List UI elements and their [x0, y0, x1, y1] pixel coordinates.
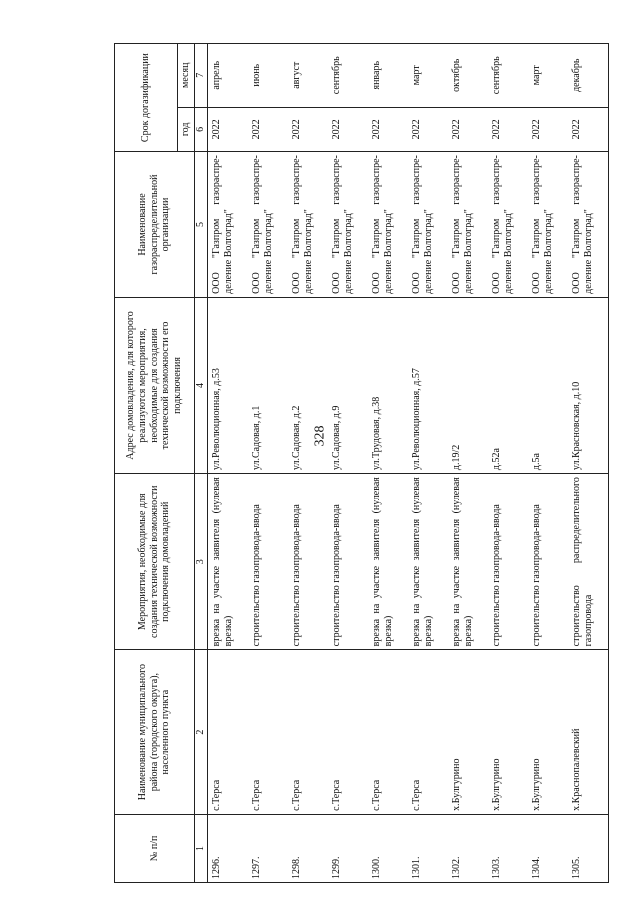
column-number: 7 [195, 44, 208, 108]
organization-cell: ООО "Газпром газораспре-деление Волгоград" [328, 152, 368, 298]
gasification-table [114, 43, 609, 883]
organization-cell: ООО "Газпром газораспре-деление Волгоград" [528, 152, 568, 298]
organization-cell: ООО "Газпром газораспре-деление Волгоград" [208, 152, 249, 298]
measure-cell: строительство газопровода-ввода [288, 474, 328, 650]
measure-cell: строительство газопровода-ввода [248, 474, 288, 650]
month-cell: январь [368, 44, 408, 108]
row-number: 1297. [248, 814, 288, 882]
table-body [208, 44, 609, 883]
month-cell: март [408, 44, 448, 108]
settlement-cell: х.Булгурино [448, 650, 488, 815]
year-cell: 2022 [408, 107, 448, 152]
table-header [115, 44, 208, 883]
row-number: 1305. [568, 814, 609, 882]
year-cell: 2022 [488, 107, 528, 152]
row-number: 1301. [408, 814, 448, 882]
column-number: 2 [195, 650, 208, 815]
row-number: 1302. [448, 814, 488, 882]
year-cell: 2022 [288, 107, 328, 152]
header-org: Наименование газораспределительной организации [115, 152, 195, 298]
page-number: 328 [312, 425, 328, 447]
address-cell: д.52а [488, 297, 528, 473]
organization-cell: ООО "Газпром газораспре-деление Волгоград" [448, 152, 488, 298]
year-cell: 2022 [368, 107, 408, 152]
column-number: 4 [195, 297, 208, 473]
year-cell: 2022 [328, 107, 368, 152]
header-term: Срок догазификации [115, 44, 178, 152]
column-number: 6 [195, 107, 208, 152]
year-cell: 2022 [248, 107, 288, 152]
organization-cell: ООО "Газпром газораспре-деление Волгоград" [248, 152, 288, 298]
address-cell: ул.Красновская, д.10 [568, 297, 609, 473]
organization-cell: ООО "Газпром газораспре-деление Волгоград" [288, 152, 328, 298]
address-cell: ул.Трудовая, д.38 [368, 297, 408, 473]
header-month: месяц [178, 44, 195, 108]
measure-cell: строительство газопровода-ввода [488, 474, 528, 650]
organization-cell: ООО "Газпром газораспре-деление Волгоград" [568, 152, 609, 298]
address-cell: д.19/2 [448, 297, 488, 473]
year-cell: 2022 [528, 107, 568, 152]
measure-cell: строительство газопровода-ввода [528, 474, 568, 650]
column-number: 3 [195, 474, 208, 650]
header-settlement: Наименование муниципального района (городского округа), населенного пункта [115, 650, 195, 815]
organization-cell: ООО "Газпром газораспре-деление Волгоград" [488, 152, 528, 298]
month-cell: июнь [248, 44, 288, 108]
header-address: Адрес домовладения, для которого реализуются мероприятия, необходимые для создания технической возможности его подключения [115, 297, 195, 473]
settlement-cell: с.Терса [408, 650, 448, 815]
header-num: № п/п [115, 814, 195, 882]
settlement-cell: с.Терса [368, 650, 408, 815]
address-cell: ул.Революционная, д.57 [408, 297, 448, 473]
table-row [208, 44, 249, 883]
measure-cell: врезка на участке заявителя (нулевая врезка) [368, 474, 408, 650]
column-number: 5 [195, 152, 208, 298]
column-number-row [195, 44, 208, 883]
month-cell: сентябрь [328, 44, 368, 108]
measure-cell: врезка на участке заявителя (нулевая врезка) [408, 474, 448, 650]
settlement-cell: х.Булгурино [528, 650, 568, 815]
row-number: 1303. [488, 814, 528, 882]
address-cell: ул.Революционная, д.53 [208, 297, 249, 473]
month-cell: март [528, 44, 568, 108]
table-row [488, 44, 528, 883]
settlement-cell: х.Краснопалевский [568, 650, 609, 815]
row-number: 1298. [288, 814, 328, 882]
settlement-cell: с.Терса [248, 650, 288, 815]
header-measure: Мероприятия, необходимые для создания технической возможности подключения домовладений [115, 474, 195, 650]
table-row [408, 44, 448, 883]
table-row [528, 44, 568, 883]
table-row [568, 44, 609, 883]
settlement-cell: с.Терса [208, 650, 249, 815]
month-cell: август [288, 44, 328, 108]
measure-cell: строительство распределительного газопровода [568, 474, 609, 650]
address-cell: ул.Садовая, д.1 [248, 297, 288, 473]
address-cell: ул.Садовая, д.2 [288, 297, 328, 473]
measure-cell: врезка на участке заявителя (нулевая врезка) [448, 474, 488, 650]
settlement-cell: х.Булгурино [488, 650, 528, 815]
month-cell: апрель [208, 44, 249, 108]
column-number: 1 [195, 814, 208, 882]
address-cell: ул.Садовая, д.9 [328, 297, 368, 473]
table-row [448, 44, 488, 883]
settlement-cell: с.Терса [288, 650, 328, 815]
year-cell: 2022 [208, 107, 249, 152]
table-row [368, 44, 408, 883]
row-number: 1300. [368, 814, 408, 882]
organization-cell: ООО "Газпром газораспре-деление Волгоград" [368, 152, 408, 298]
measure-cell: строительство газопровода-ввода [328, 474, 368, 650]
header-year: год [178, 107, 195, 152]
year-cell: 2022 [448, 107, 488, 152]
month-cell: октябрь [448, 44, 488, 108]
year-cell: 2022 [568, 107, 609, 152]
table-row [328, 44, 368, 883]
month-cell: сентябрь [488, 44, 528, 108]
document-table-container [114, 43, 594, 883]
table-row [248, 44, 288, 883]
row-number: 1296. [208, 814, 249, 882]
measure-cell: врезка на участке заявителя (нулевая врезка) [208, 474, 249, 650]
row-number: 1299. [328, 814, 368, 882]
address-cell: д.5а [528, 297, 568, 473]
row-number: 1304. [528, 814, 568, 882]
month-cell: декабрь [568, 44, 609, 108]
settlement-cell: с.Терса [328, 650, 368, 815]
organization-cell: ООО "Газпром газораспре-деление Волгоград" [408, 152, 448, 298]
table-row [288, 44, 328, 883]
